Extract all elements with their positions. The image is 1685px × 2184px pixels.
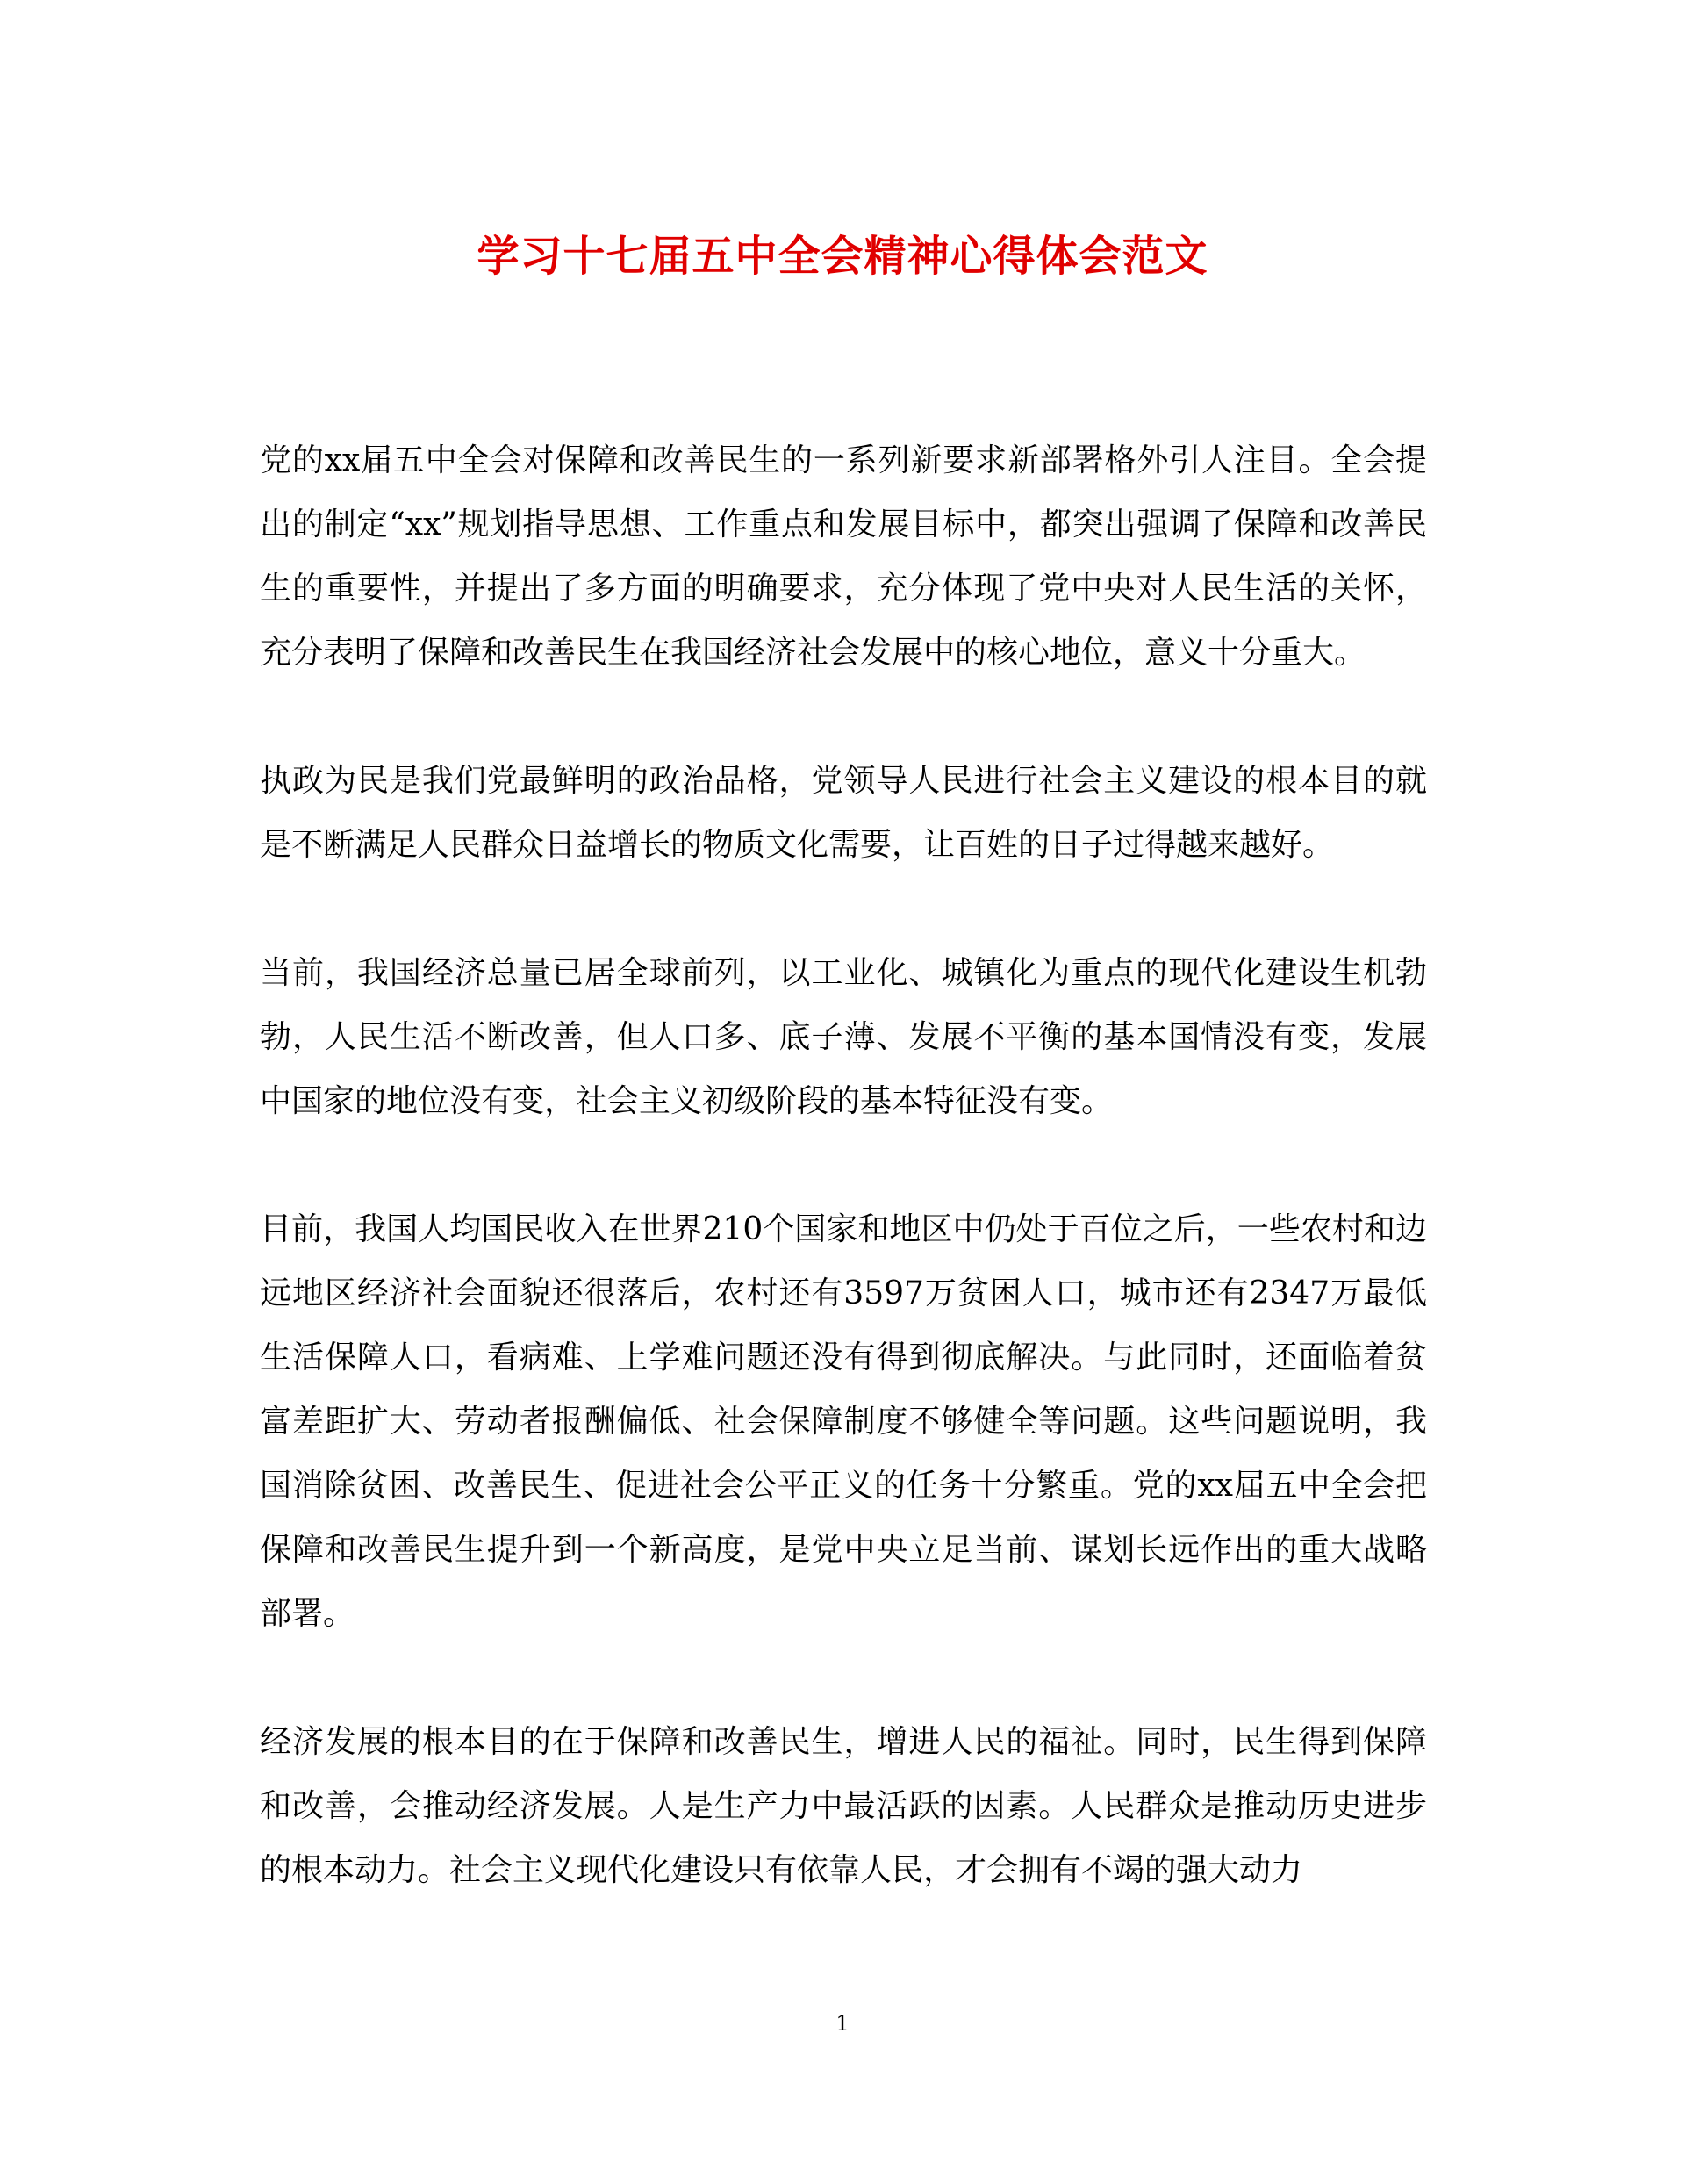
paragraph: 经济发展的根本目的在于保障和改善民生，增进人民的福祉。同时，民生得到保障和改善，会推动经济发展。人是生产力中最活跃的因素。人民群众是推动历史进步的根本动力。社会主义现代化建设只有依靠人民，才会拥有不竭的强大动力 (260, 1724, 1427, 1888)
paragraph: 执政为民是我们党最鲜明的政治品格，党领导人民进行社会主义建设的根本目的就是不断满足人民群众日益增长的物质文化需要，让百姓的日子过得越来越好。 (260, 763, 1427, 863)
document-title: 学习十七届五中全会精神心得体会范文 (477, 232, 1208, 281)
page-number: 1 (835, 2011, 850, 2036)
paragraph: 当前，我国经济总量已居全球前列，以工业化、城镇化为重点的现代化建设生机勃勃，人民生活不断改善，但人口多、底子薄、发展不平衡的基本国情没有变，发展中国家的地位没有变，社会主义初级阶段的基本特征没有变。 (260, 955, 1427, 1119)
document-body (260, 428, 1427, 1902)
paragraph: 党的xx届五中全会对保障和改善民生的一系列新要求新部署格外引人注目。全会提出的制定“xx”规划指导思想、工作重点和发展目标中，都突出强调了保障和改善民生的重要性，并提出了多方面的明确要求，充分体现了党中央对人民生活的关怀，充分表明了保障和改善民生在我国经济社会发展中的核心地位，意义十分重大。 (260, 442, 1427, 671)
paragraph: 目前，我国人均国民收入在世界210个国家和地区中仍处于百位之后，一些农村和边远地区经济社会面貌还很落后，农村还有3597万贫困人口，城市还有2347万最低生活保障人口，看病难、上学难问题还没有得到彻底解决。与此同时，还面临着贫富差距扩大、劳动者报酬偏低、社会保障制度不够健全等问题。这些问题说明，我国消除贫困、改善民生、促进社会公平正义的任务十分繁重。党的xx届五中全会把保障和改善民生提升到一个新高度，是党中央立足当前、谋划长远作出的重大战略部署。 (260, 1211, 1427, 1632)
